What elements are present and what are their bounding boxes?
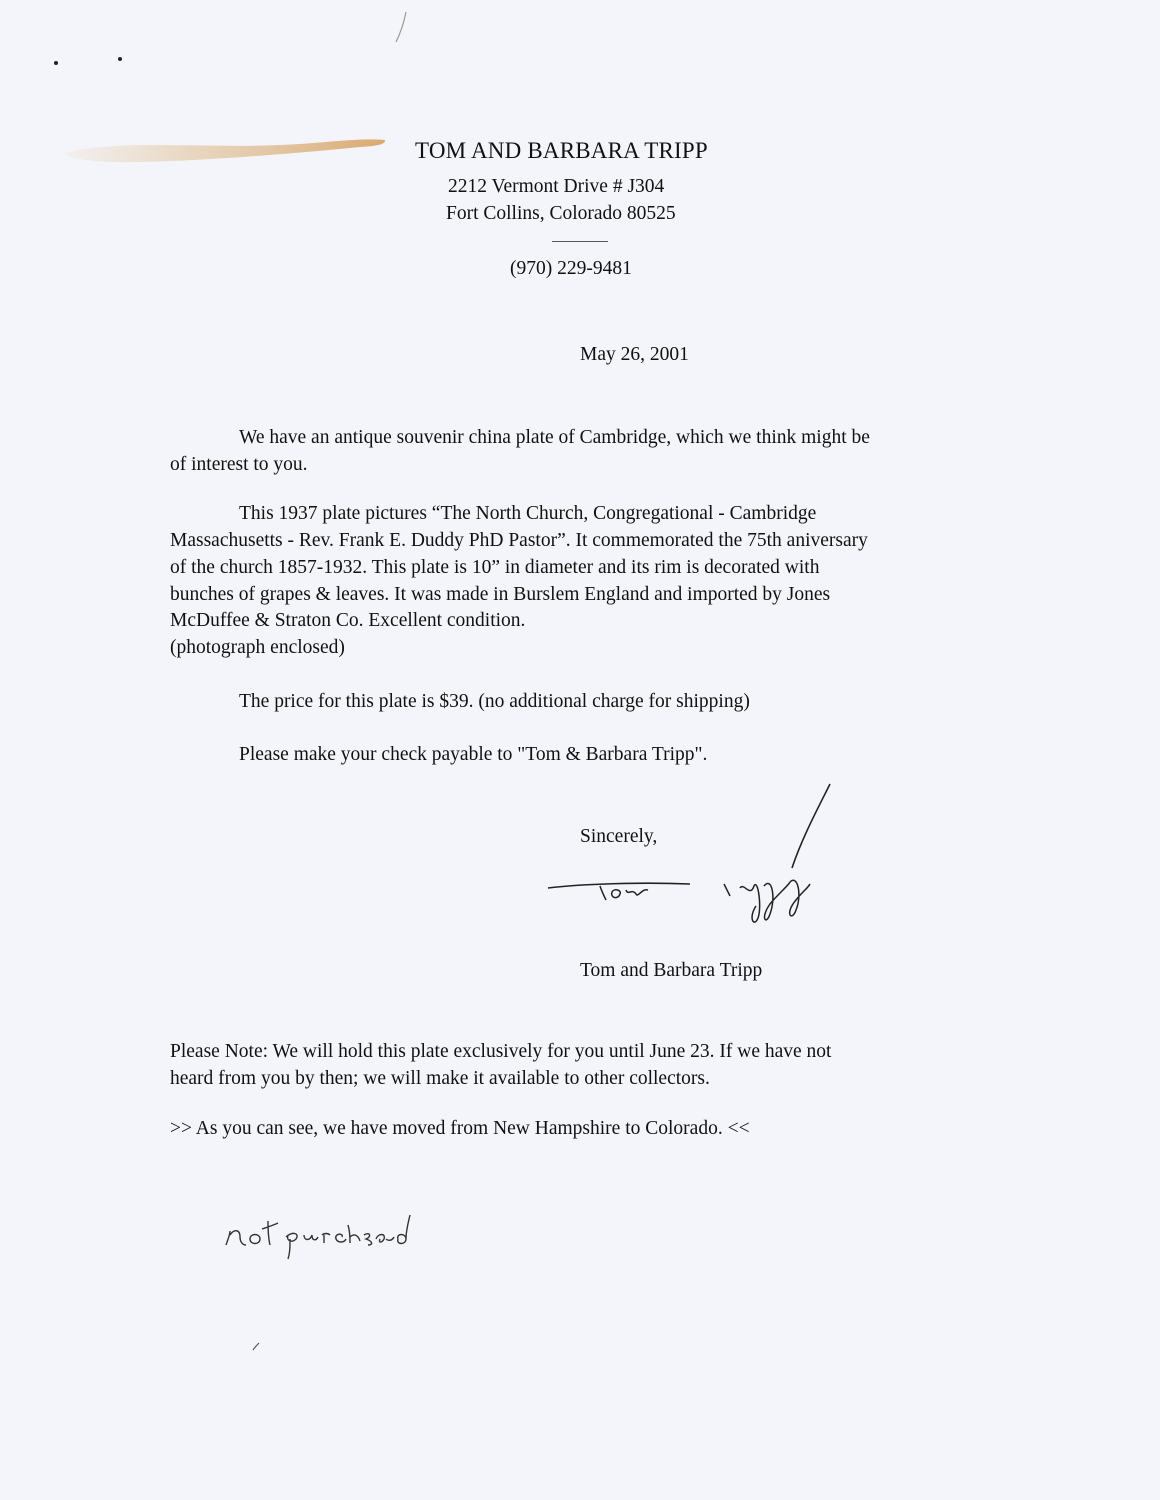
- salutation: Sincerely,: [580, 826, 658, 847]
- speck-mark: [118, 57, 122, 61]
- header-divider: [552, 241, 608, 242]
- letterhead-phone: (970) 229-9481: [510, 258, 632, 279]
- paragraph-line: We have an antique souvenir china plate of Cambridge, which we think might be: [239, 427, 870, 448]
- pen-mark: [250, 1340, 262, 1352]
- paragraph-line: of interest to you.: [170, 454, 308, 475]
- check-payable-line: Please make your check payable to "Tom & Barbara Tripp".: [239, 744, 708, 765]
- paragraph-line: (photograph enclosed): [170, 637, 345, 658]
- moved-notice: >> As you can see, we have moved from New Hampshire to Colorado. <<: [170, 1118, 750, 1139]
- paragraph-line: bunches of grapes & leaves. It was made in Burslem England and imported by Jones: [170, 584, 831, 605]
- letterhead-address-line2: Fort Collins, Colorado 80525: [446, 203, 676, 224]
- letter-date: May 26, 2001: [580, 344, 689, 365]
- paragraph-line: Massachusetts - Rev. Frank E. Duddy PhD Pastor”. It commemorated the 75th aniversary: [170, 530, 868, 551]
- please-note-line: heard from you by then; we will make it available to other collectors.: [170, 1068, 710, 1089]
- letterhead-address-line1: 2212 Vermont Drive # J304: [448, 176, 665, 197]
- speck-mark: [54, 61, 58, 65]
- price-line: The price for this plate is $39. (no additional charge for shipping): [239, 691, 750, 712]
- handwritten-signature: [540, 778, 840, 938]
- please-note-line: Please Note: We will hold this plate exclusively for you until June 23. If we have not: [170, 1041, 832, 1062]
- stain-mark: [60, 128, 390, 168]
- handwritten-note: [220, 1205, 420, 1265]
- letterhead-name: TOM AND BARBARA TRIPP: [415, 138, 708, 163]
- paragraph-line: This 1937 plate pictures “The North Church, Congregational - Cambridge: [239, 503, 817, 524]
- paragraph-line: McDuffee & Straton Co. Excellent condition.: [170, 610, 526, 631]
- paragraph-line: of the church 1857-1932. This plate is 10” in diameter and its rim is decorated with: [170, 557, 820, 578]
- pen-mark: [380, 8, 420, 48]
- signed-name: Tom and Barbara Tripp: [580, 960, 763, 981]
